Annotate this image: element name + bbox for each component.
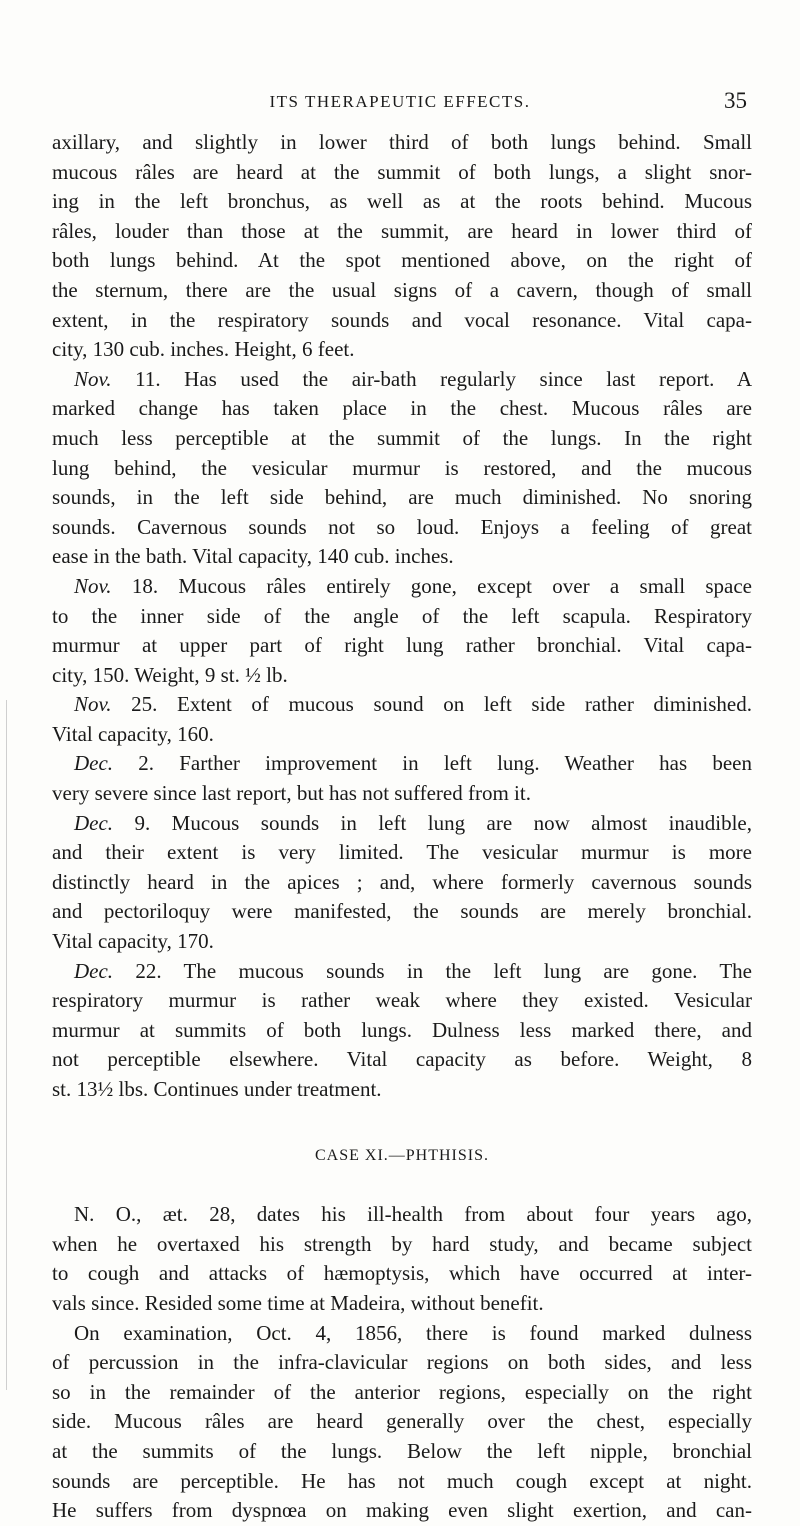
- text-line: murmur at upper part of right lung rather bronchial. Vital capa-: [52, 633, 752, 658]
- report-text: 11. Has used the air-bath regularly since last report. A: [111, 366, 752, 391]
- case-paragraph: [52, 1200, 752, 1318]
- text-line: and their extent is very limited. The vesicular murmur is more: [52, 840, 752, 865]
- text-line: at the summits of the lungs. Below the left nipple, bronchial: [52, 1438, 752, 1463]
- page-number: 35: [724, 88, 747, 113]
- report-first-line: [52, 690, 752, 720]
- text-line: lung behind, the vesicular murmur is restored, and the mucous: [52, 455, 752, 480]
- text-line: Vital capacity, 160.: [52, 721, 214, 746]
- text-line: distinctly heard in the apices ; and, where formerly cavernous sounds: [52, 869, 752, 894]
- text-line: both lungs behind. At the spot mentioned above, on the right of: [52, 248, 752, 273]
- text-line: N. O., æt. 28, dates his ill-health from about four years ago,: [74, 1202, 752, 1227]
- report-first-line: [52, 957, 752, 987]
- text-line: Vital capacity, 170.: [52, 929, 214, 954]
- text-line: city, 150. Weight, 9 st. ½ lb.: [52, 662, 288, 687]
- text-line: much less perceptible at the summit of the lungs. In the right: [52, 425, 752, 450]
- page-body: [52, 128, 752, 1526]
- report-nov-25: [52, 690, 752, 749]
- text-line: sounds. Cavernous sounds not so loud. Enjoys a feeling of great: [52, 514, 752, 539]
- text-line: side. Mucous râles are heard generally over the chest, especially: [52, 1409, 752, 1434]
- continued-paragraph: [52, 128, 752, 365]
- page-header: [0, 88, 800, 122]
- text-line: st. 13½ lbs. Continues under treatment.: [52, 1077, 382, 1101]
- report-text: 18. Mucous râles entirely gone, except over a small space: [111, 573, 752, 598]
- report-text: 9. Mucous sounds in left lung are now almost inaudible,: [113, 810, 752, 835]
- text-line: On examination, Oct. 4, 1856, there is found marked dulness: [74, 1320, 752, 1345]
- text-line: He suffers from dyspnœa on making even slight exertion, and can-: [52, 1498, 752, 1523]
- text-line: extent, in the respiratory sounds and vocal resonance. Vital capa-: [52, 307, 752, 332]
- page-edge-line: [6, 700, 7, 1390]
- report-date: Dec.: [74, 958, 114, 983]
- report-date: Dec.: [74, 751, 114, 776]
- report-first-line: [52, 749, 752, 779]
- text-line: to the inner side of the angle of the left scapula. Respiratory: [52, 603, 752, 628]
- report-text: 25. Extent of mucous sound on left side rather diminished.: [111, 692, 752, 717]
- case-heading: CASE XI.—PHTHISIS.: [314, 1146, 489, 1164]
- report-text: 22. The mucous sounds in the left lung are gone. The: [113, 958, 752, 983]
- text-line: sounds, in the left side behind, are much diminished. No snoring: [52, 485, 752, 510]
- text-line: respiratory murmur is rather weak where they existed. Vesicular: [52, 988, 752, 1013]
- report-date: Nov.: [74, 573, 112, 598]
- report-nov-11: [52, 365, 752, 572]
- text-line: the sternum, there are the usual signs of a cavern, though of small: [52, 277, 752, 302]
- text-line: sounds are perceptible. He has not much cough except at night.: [52, 1468, 752, 1493]
- text-line: murmur at summits of both lungs. Dulness less marked there, and: [52, 1017, 752, 1042]
- report-nov-18: [52, 572, 752, 690]
- text-line: vals since. Resided some time at Madeira, without benefit.: [52, 1290, 544, 1315]
- text-line: not perceptible elsewhere. Vital capacity as before. Weight, 8: [52, 1047, 752, 1072]
- report-date: Dec.: [74, 810, 114, 835]
- report-text: 2. Farther improvement in left lung. Weather has been: [113, 751, 752, 776]
- text-line: very severe since last report, but has not suffered from it.: [52, 781, 531, 806]
- report-date: Nov.: [74, 366, 112, 391]
- report-dec-22: [52, 957, 752, 1105]
- report-first-line: [52, 572, 752, 602]
- text-line: ease in the bath. Vital capacity, 140 cub. inches.: [52, 544, 454, 569]
- text-line: so in the remainder of the anterior regions, especially on the right: [52, 1379, 752, 1404]
- text-line: ing in the left bronchus, as well as at the roots behind. Mucous: [52, 189, 752, 214]
- case-paragraph: [52, 1319, 752, 1526]
- report-dec-9: [52, 809, 752, 957]
- text-line: when he overtaxed his strength by hard study, and became subject: [52, 1231, 752, 1256]
- text-line: and pectoriloquy were manifested, the sounds are merely bronchial.: [52, 899, 752, 924]
- report-date: Nov.: [74, 692, 112, 717]
- text-line: of percussion in the infra-clavicular regions on both sides, and less: [52, 1350, 752, 1375]
- report-first-line: [52, 365, 752, 395]
- text-line: marked change has taken place in the chest. Mucous râles are: [52, 396, 752, 421]
- running-head: ITS THERAPEUTIC EFFECTS.: [269, 92, 531, 111]
- report-first-line: [52, 809, 752, 839]
- text-line: axillary, and slightly in lower third of both lungs behind. Small: [52, 130, 752, 154]
- text-line: city, 130 cub. inches. Height, 6 feet.: [52, 337, 355, 362]
- text-line: râles, louder than those at the summit, are heard in lower third of: [52, 218, 752, 243]
- text-line: to cough and attacks of hæmoptysis, which have occurred at inter-: [52, 1261, 752, 1286]
- report-dec-2: [52, 749, 752, 808]
- text-line: mucous râles are heard at the summit of both lungs, a slight snor-: [52, 159, 752, 184]
